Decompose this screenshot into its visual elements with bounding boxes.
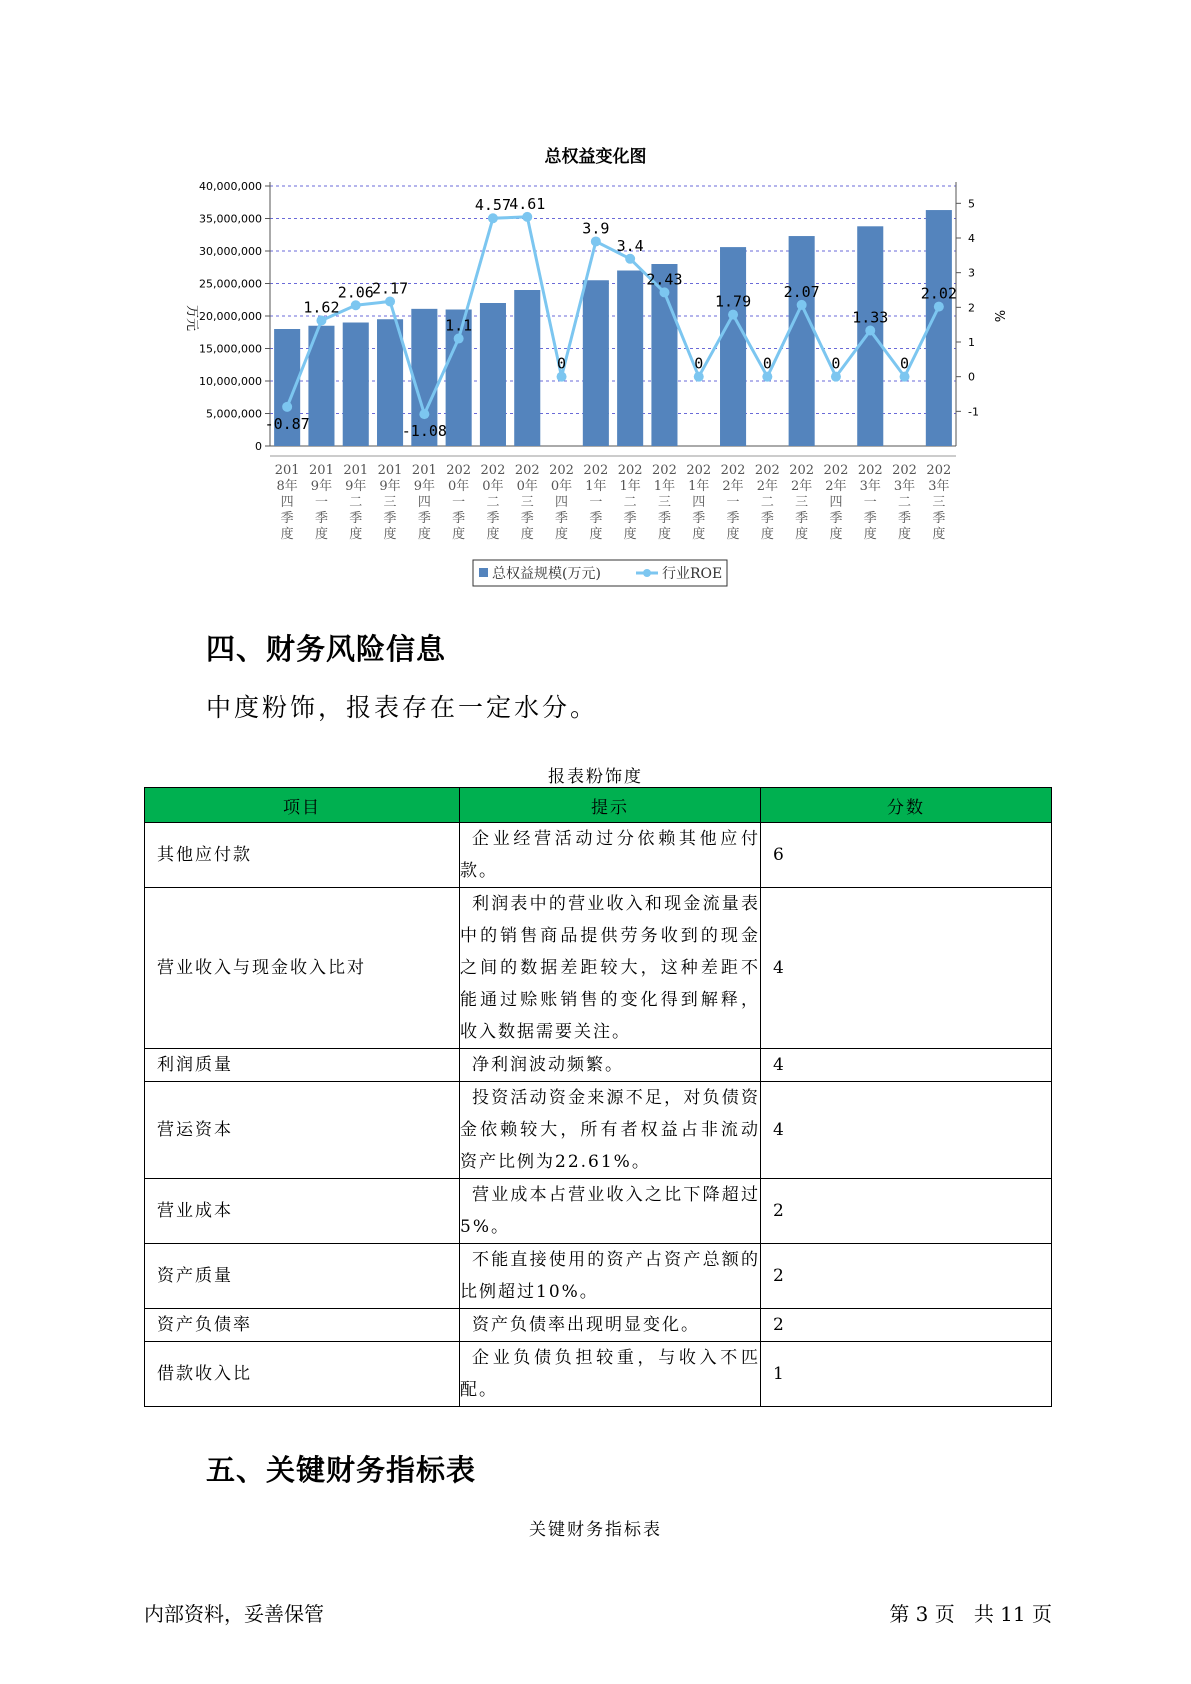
bar — [617, 271, 643, 447]
table-row — [145, 1244, 1052, 1309]
y-left-tick-label: 5,000,000 — [206, 407, 262, 421]
row-hint: 营业成本占营业收入之比下降超过5%。 — [460, 1179, 761, 1244]
key-metrics-caption: 关键财务指标表 — [529, 1520, 662, 1540]
row-item: 资产质量 — [145, 1244, 460, 1309]
legend-line-label: 行业ROE — [662, 566, 723, 582]
roe-data-label: 1.62 — [303, 298, 340, 317]
x-tick-label: 202 0年二季度 — [480, 463, 506, 542]
key-metrics-heading: 五、关键财务指标表 — [206, 1453, 477, 1487]
roe-point — [282, 402, 292, 412]
roe-point — [557, 372, 567, 382]
x-tick-label: 201 9年二季度 — [343, 463, 369, 542]
footer-confidential: 内部资料，妥善保管 — [144, 1602, 324, 1626]
roe-point — [934, 302, 944, 312]
risk-table-header-row — [145, 788, 1052, 823]
roe-point — [316, 316, 326, 326]
roe-point — [488, 213, 498, 223]
row-item: 资产负债率 — [145, 1309, 460, 1342]
roe-point — [865, 326, 875, 336]
roe-point — [591, 236, 601, 246]
bar — [857, 226, 883, 446]
roe-data-label: 2.02 — [920, 284, 957, 303]
y-left-tick-label: 30,000,000 — [199, 245, 262, 258]
row-item: 营业成本 — [145, 1179, 460, 1244]
y-right-tick-label: 2 — [968, 301, 975, 315]
y-right-axis-label: % — [991, 309, 1006, 323]
table-row — [145, 1082, 1052, 1179]
roe-data-label: 4.57 — [474, 196, 512, 215]
roe-data-label: 1.33 — [852, 308, 889, 327]
legend-bar-label: 总权益规模(万元) — [492, 566, 601, 582]
roe-data-label: 3.4 — [616, 236, 644, 255]
x-tick-label: 202 2年四季度 — [823, 463, 849, 542]
x-tick-label: 201 9年一季度 — [309, 463, 334, 542]
row-hint: 不能直接使用的资产占资产总额的比例超过10%。 — [460, 1244, 761, 1309]
roe-point — [351, 300, 361, 310]
chart-title: 总权益变化图 — [544, 147, 647, 167]
y-right-tick-label: -1 — [968, 405, 979, 419]
x-tick-label: 202 3年二季度 — [892, 463, 917, 542]
x-tick-label: 202 2年一季度 — [720, 463, 746, 542]
y-left-tick-label: 15,000,000 — [199, 342, 262, 356]
bar — [583, 280, 609, 446]
row-score: 2 — [761, 1244, 1052, 1309]
risk-table-caption: 报表粉饰度 — [548, 767, 643, 787]
x-tick-label: 202 0年四季度 — [549, 463, 574, 542]
roe-data-label: 2.43 — [646, 270, 683, 289]
roe-data-label: 1.1 — [445, 316, 473, 335]
header-score: 分数 — [761, 788, 1052, 823]
roe-data-label: 0 — [900, 354, 910, 373]
roe-point — [762, 372, 772, 382]
bar — [720, 247, 746, 446]
x-tick-label: 202 0年一季度 — [446, 463, 472, 542]
header-item: 项目 — [145, 788, 460, 823]
roe-data-label: 2.07 — [783, 282, 820, 301]
table-row — [145, 1309, 1052, 1342]
roe-point — [522, 212, 532, 222]
row-item: 借款收入比 — [145, 1342, 460, 1407]
roe-data-label: -1.08 — [401, 422, 447, 441]
roe-point — [625, 254, 635, 264]
roe-point — [454, 334, 464, 344]
x-tick-label: 202 2年三季度 — [789, 463, 815, 542]
row-score: 6 — [761, 823, 1052, 888]
row-score: 4 — [761, 1082, 1052, 1179]
x-tick-label: 202 1年一季度 — [583, 463, 609, 542]
roe-data-label: 2.06 — [337, 283, 374, 302]
y-right-tick-label: 1 — [968, 336, 975, 349]
roe-point — [419, 409, 429, 419]
x-tick-label: 202 0年三季度 — [514, 463, 540, 542]
table-row — [145, 888, 1052, 1049]
x-tick-label: 202 3年一季度 — [857, 463, 883, 542]
roe-data-label: 4.61 — [509, 194, 546, 213]
row-item: 其他应付款 — [145, 823, 460, 888]
risk-summary: 中度粉饰，报表存在一定水分。 — [206, 693, 599, 722]
row-hint: 投资活动资金来源不足，对负债资金依赖较大，所有者权益占非流动资产比例为22.61%。 — [460, 1082, 761, 1179]
roe-point — [831, 372, 841, 382]
y-right-tick-label: 4 — [968, 232, 975, 245]
roe-data-label: 0 — [694, 354, 704, 373]
roe-point — [900, 372, 910, 382]
header-hint: 提示 — [460, 788, 761, 823]
y-left-tick-label: 20,000,000 — [199, 310, 262, 323]
bar — [377, 319, 403, 446]
row-hint: 净利润波动频繁。 — [460, 1049, 761, 1082]
y-left-tick-label: 0 — [255, 440, 262, 453]
roe-data-label: 0 — [762, 354, 772, 373]
roe-point — [797, 300, 807, 310]
y-right-tick-label: 0 — [968, 370, 975, 384]
x-tick-label: 202 1年四季度 — [686, 463, 712, 542]
roe-point — [694, 372, 704, 382]
x-tick-label: 202 1年二季度 — [617, 463, 643, 542]
roe-data-label: 0 — [557, 354, 567, 373]
y-right-tick-label: 5 — [968, 197, 975, 211]
bar — [514, 290, 540, 446]
legend-line-marker — [643, 569, 651, 577]
row-score: 1 — [761, 1342, 1052, 1407]
bar — [343, 323, 369, 447]
legend-bar-swatch — [479, 568, 488, 577]
x-tick-label: 201 9年三季度 — [377, 463, 403, 542]
roe-data-label: 0 — [831, 354, 841, 373]
y-left-tick-label: 35,000,000 — [199, 212, 262, 226]
footer-page-number: 第 3 页 共 11 页 — [889, 1602, 1052, 1626]
row-hint: 企业负债负担较重，与收入不匹配。 — [460, 1342, 761, 1407]
roe-data-label: -0.87 — [264, 414, 310, 433]
row-item: 营运资本 — [145, 1082, 460, 1179]
roe-point — [385, 296, 395, 306]
roe-data-label: 3.9 — [582, 219, 610, 238]
row-score: 4 — [761, 888, 1052, 1049]
row-hint: 利润表中的营业收入和现金流量表中的销售商品提供劳务收到的现金之间的数据差距较大，这种差距不能通过赊账销售的变化得到解释，收入数据需要关注。 — [460, 888, 761, 1049]
risk-section-heading: 四、财务风险信息 — [206, 632, 447, 666]
x-tick-label: 201 9年四季度 — [411, 463, 437, 542]
table-row — [145, 1342, 1052, 1407]
roe-point — [728, 310, 738, 320]
y-left-axis-label: 万元 — [184, 304, 199, 332]
bar — [789, 236, 815, 446]
row-score: 4 — [761, 1049, 1052, 1082]
x-tick-label: 202 2年二季度 — [754, 463, 780, 542]
x-tick-label: 202 1年三季度 — [652, 463, 677, 542]
row-hint: 企业经营活动过分依赖其他应付款。 — [460, 823, 761, 888]
row-score: 2 — [761, 1309, 1052, 1342]
y-right-tick-label: 3 — [968, 266, 975, 280]
equity-chart — [0, 0, 1191, 600]
table-row — [145, 1179, 1052, 1244]
roe-data-label: 2.17 — [371, 279, 409, 298]
table-row — [145, 1049, 1052, 1082]
y-left-tick-label: 25,000,000 — [199, 277, 262, 291]
x-tick-label: 202 3年三季度 — [926, 463, 952, 542]
roe-data-label: 1.79 — [714, 292, 752, 311]
y-left-tick-label: 40,000,000 — [199, 180, 262, 193]
roe-point — [659, 287, 669, 297]
row-item: 利润质量 — [145, 1049, 460, 1082]
row-hint: 资产负债率出现明显变化。 — [460, 1309, 761, 1342]
risk-table — [144, 787, 1052, 1407]
x-tick-label: 201 8年四季度 — [274, 463, 300, 542]
y-left-tick-label: 10,000,000 — [199, 375, 262, 388]
bar — [480, 303, 506, 446]
row-item: 营业收入与现金收入比对 — [145, 888, 460, 1049]
row-score: 2 — [761, 1179, 1052, 1244]
table-row — [145, 823, 1052, 888]
